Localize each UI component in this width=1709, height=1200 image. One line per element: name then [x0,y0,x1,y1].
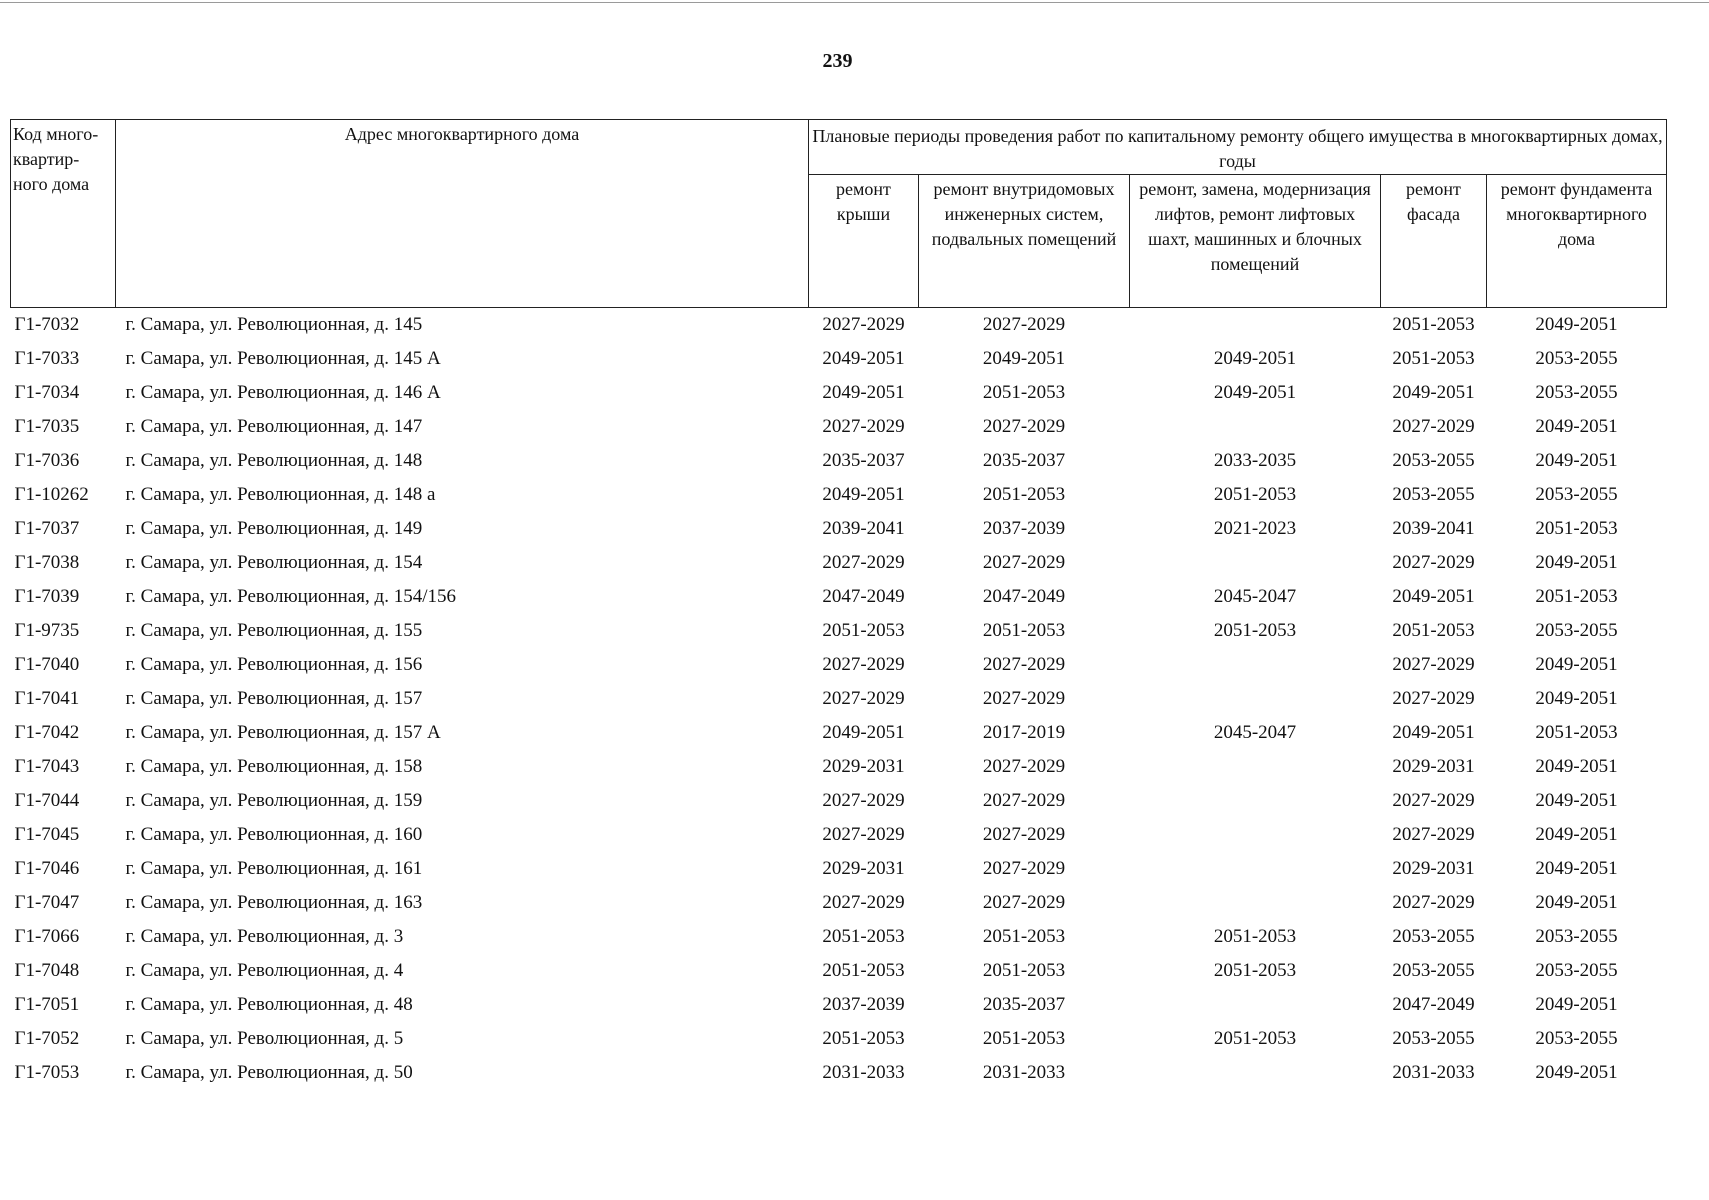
cell-lifts [1130,546,1381,580]
cell-code: Г1-7041 [14,688,80,709]
cell-code: Г1-7042 [14,722,80,743]
table-row [11,852,1667,886]
cell-address: г. Самара, ул. Революционная, д. 155 [125,620,423,641]
cell-code: Г1-7051 [14,994,80,1015]
cell-engineering: 2027-2029 [982,654,1066,675]
cell-lifts [1130,1056,1381,1090]
table-row [11,784,1667,818]
cell-facade: 2053-2055 [1392,926,1475,947]
cell-facade: 2047-2049 [1392,994,1475,1015]
cell-foundation: 2049-2051 [1535,756,1618,777]
cell-engineering: 2049-2051 [982,348,1066,369]
cell-lifts: 2049-2051 [1213,348,1297,369]
header-row-group [11,120,1667,175]
cell-code: Г1-7032 [14,314,80,335]
cell-roof: 2035-2037 [822,450,905,471]
cell-facade: 2051-2053 [1392,314,1475,335]
table-row [11,648,1667,682]
table-row [11,886,1667,920]
cell-roof: 2027-2029 [822,314,905,335]
cell-address: г. Самара, ул. Революционная, д. 148 [125,450,423,471]
header-engineering: ремонт внутридомовых инженерных систем, подвальных помещений [919,175,1130,308]
cell-address: г. Самара, ул. Революционная, д. 158 [125,756,423,777]
cell-code: Г1-7034 [14,382,80,403]
cell-code: Г1-9735 [14,620,80,641]
cell-foundation: 2049-2051 [1535,824,1618,845]
cell-address: г. Самара, ул. Революционная, д. 163 [125,892,423,913]
cell-lifts: 2049-2051 [1213,382,1297,403]
cell-engineering: 2027-2029 [982,858,1066,879]
cell-address: г. Самара, ул. Революционная, д. 5 [125,1028,404,1049]
table-row [11,750,1667,784]
cell-address: г. Самара, ул. Революционная, д. 154/156 [125,586,456,607]
table-row [11,988,1667,1022]
cell-facade: 2051-2053 [1392,620,1475,641]
cell-foundation: 2049-2051 [1535,450,1618,471]
cell-facade: 2027-2029 [1392,552,1475,573]
cell-code: Г1-7039 [14,586,80,607]
cell-foundation: 2049-2051 [1535,552,1618,573]
cell-engineering: 2027-2029 [982,314,1066,335]
cell-foundation: 2049-2051 [1535,416,1618,437]
cell-lifts: 2033-2035 [1213,450,1297,471]
cell-code: Г1-7045 [14,824,80,845]
table-row [11,308,1667,343]
cell-roof: 2027-2029 [822,824,905,845]
cell-code: Г1-7033 [14,348,80,369]
cell-roof: 2051-2053 [822,620,905,641]
cell-roof: 2027-2029 [822,552,905,573]
cell-lifts: 2051-2053 [1213,484,1297,505]
cell-facade: 2029-2031 [1392,858,1475,879]
cell-engineering: 2027-2029 [982,892,1066,913]
cell-facade: 2053-2055 [1392,484,1475,505]
cell-foundation: 2051-2053 [1535,722,1618,743]
table-row [11,478,1667,512]
cell-address: г. Самара, ул. Революционная, д. 159 [125,790,423,811]
cell-facade: 2053-2055 [1392,960,1475,981]
cell-roof: 2037-2039 [822,994,905,1015]
cell-roof: 2051-2053 [822,926,905,947]
cell-lifts: 2045-2047 [1213,586,1297,607]
cell-roof: 2049-2051 [822,722,905,743]
cell-roof: 2027-2029 [822,790,905,811]
table-row [11,818,1667,852]
cell-facade: 2027-2029 [1392,654,1475,675]
cell-engineering: 2031-2033 [982,1062,1066,1083]
cell-code: Г1-7053 [14,1062,80,1083]
cell-foundation: 2053-2055 [1535,960,1618,981]
cell-engineering: 2027-2029 [982,552,1066,573]
cell-facade: 2027-2029 [1392,688,1475,709]
table-row [11,1022,1667,1056]
cell-foundation: 2049-2051 [1535,314,1618,335]
cell-code: Г1-7043 [14,756,80,777]
cell-lifts [1130,818,1381,852]
header-code: Код много-квартир-ного дома [11,120,116,308]
cell-address: г. Самара, ул. Революционная, д. 161 [125,858,423,879]
table-row [11,614,1667,648]
cell-engineering: 2027-2029 [982,416,1066,437]
cell-facade: 2031-2033 [1392,1062,1475,1083]
cell-code: Г1-7048 [14,960,80,981]
cell-lifts [1130,682,1381,716]
table-row [11,580,1667,614]
table-body [11,308,1667,1091]
cell-address: г. Самара, ул. Революционная, д. 145 А [125,348,441,369]
cell-code: Г1-10262 [14,484,89,505]
cell-roof: 2049-2051 [822,484,905,505]
cell-facade: 2027-2029 [1392,416,1475,437]
cell-foundation: 2053-2055 [1535,620,1618,641]
top-rule [0,2,1709,3]
cell-roof: 2029-2031 [822,756,905,777]
cell-foundation: 2049-2051 [1535,654,1618,675]
cell-roof: 2049-2051 [822,382,905,403]
header-facade: ремонт фасада [1381,175,1487,308]
cell-address: г. Самара, ул. Революционная, д. 156 [125,654,423,675]
cell-address: г. Самара, ул. Революционная, д. 146 А [125,382,441,403]
cell-foundation: 2053-2055 [1535,484,1618,505]
cell-code: Г1-7046 [14,858,80,879]
cell-roof: 2039-2041 [822,518,905,539]
cell-engineering: 2037-2039 [982,518,1066,539]
cell-roof: 2027-2029 [822,654,905,675]
cell-code: Г1-7066 [14,926,80,947]
cell-facade: 2029-2031 [1392,756,1475,777]
cell-lifts [1130,308,1381,343]
cell-lifts [1130,988,1381,1022]
cell-address: г. Самара, ул. Революционная, д. 145 [125,314,423,335]
table-row [11,682,1667,716]
cell-engineering: 2051-2053 [982,960,1066,981]
cell-address: г. Самара, ул. Революционная, д. 4 [125,960,404,981]
cell-address: г. Самара, ул. Революционная, д. 157 [125,688,423,709]
cell-engineering: 2051-2053 [982,1028,1066,1049]
cell-lifts [1130,648,1381,682]
table-row [11,546,1667,580]
cell-engineering: 2047-2049 [982,586,1066,607]
table-row [11,512,1667,546]
cell-engineering: 2027-2029 [982,790,1066,811]
cell-code: Г1-7052 [14,1028,80,1049]
cell-address: г. Самара, ул. Революционная, д. 148 а [125,484,436,505]
cell-lifts: 2021-2023 [1213,518,1297,539]
cell-engineering: 2027-2029 [982,756,1066,777]
cell-lifts: 2045-2047 [1213,722,1297,743]
cell-roof: 2051-2053 [822,960,905,981]
cell-facade: 2039-2041 [1392,518,1475,539]
header-roof: ремонт крыши [809,175,919,308]
table-row [11,716,1667,750]
cell-code: Г1-7044 [14,790,80,811]
cell-facade: 2049-2051 [1392,586,1475,607]
cell-lifts [1130,410,1381,444]
cell-lifts [1130,886,1381,920]
table-row [11,920,1667,954]
table-row [11,954,1667,988]
cell-address: г. Самара, ул. Революционная, д. 147 [125,416,423,437]
header-foundation: ремонт фундамента многоквартирного дома [1487,175,1667,308]
cell-engineering: 2035-2037 [982,994,1066,1015]
cell-lifts: 2051-2053 [1213,1028,1297,1049]
page-number: 239 [822,50,853,72]
header-planned-periods: Плановые периоды проведения работ по капитальному ремонту общего имущества в многоквартирных домах, годы [809,120,1667,175]
cell-address: г. Самара, ул. Революционная, д. 149 [125,518,423,539]
cell-facade: 2051-2053 [1392,348,1475,369]
table-row [11,1056,1667,1090]
cell-roof: 2051-2053 [822,1028,905,1049]
cell-code: Г1-7036 [14,450,80,471]
table-row [11,410,1667,444]
cell-facade: 2027-2029 [1392,824,1475,845]
cell-engineering: 2017-2019 [982,722,1066,743]
cell-roof: 2027-2029 [822,416,905,437]
cell-engineering: 2051-2053 [982,484,1066,505]
cell-address: г. Самара, ул. Революционная, д. 160 [125,824,423,845]
cell-foundation: 2049-2051 [1535,892,1618,913]
cell-lifts [1130,784,1381,818]
cell-address: г. Самара, ул. Революционная, д. 154 [125,552,423,573]
table-row [11,444,1667,478]
cell-facade: 2027-2029 [1392,892,1475,913]
cell-engineering: 2051-2053 [982,382,1066,403]
cell-lifts: 2051-2053 [1213,960,1297,981]
cell-code: Г1-7037 [14,518,80,539]
cell-lifts: 2051-2053 [1213,926,1297,947]
cell-foundation: 2053-2055 [1535,1028,1618,1049]
table-row [11,376,1667,410]
cell-roof: 2027-2029 [822,892,905,913]
cell-facade: 2049-2051 [1392,722,1475,743]
cell-address: г. Самара, ул. Революционная, д. 157 А [125,722,441,743]
cell-foundation: 2049-2051 [1535,790,1618,811]
cell-lifts [1130,852,1381,886]
cell-foundation: 2053-2055 [1535,926,1618,947]
cell-foundation: 2049-2051 [1535,994,1618,1015]
cell-code: Г1-7047 [14,892,80,913]
cell-roof: 2047-2049 [822,586,905,607]
cell-roof: 2027-2029 [822,688,905,709]
header-address: Адрес многоквартирного дома [116,120,809,308]
cell-roof: 2031-2033 [822,1062,905,1083]
table-header [11,120,1667,308]
cell-roof: 2049-2051 [822,348,905,369]
cell-engineering: 2027-2029 [982,824,1066,845]
cell-facade: 2053-2055 [1392,450,1475,471]
cell-code: Г1-7038 [14,552,80,573]
cell-address: г. Самара, ул. Революционная, д. 50 [125,1062,413,1083]
cell-facade: 2053-2055 [1392,1028,1475,1049]
repair-schedule-table [10,119,1667,1090]
cell-lifts: 2051-2053 [1213,620,1297,641]
cell-foundation: 2051-2053 [1535,586,1618,607]
cell-code: Г1-7035 [14,416,80,437]
cell-foundation: 2051-2053 [1535,518,1618,539]
cell-foundation: 2049-2051 [1535,688,1618,709]
cell-lifts [1130,750,1381,784]
header-lifts: ремонт, замена, модернизация лифтов, ремонт лифтовых шахт, машинных и блочных помещений [1130,175,1381,308]
cell-engineering: 2051-2053 [982,926,1066,947]
cell-engineering: 2027-2029 [982,688,1066,709]
cell-foundation: 2049-2051 [1535,858,1618,879]
table-row [11,342,1667,376]
cell-engineering: 2035-2037 [982,450,1066,471]
cell-facade: 2027-2029 [1392,790,1475,811]
cell-roof: 2029-2031 [822,858,905,879]
cell-foundation: 2053-2055 [1535,348,1618,369]
cell-address: г. Самара, ул. Революционная, д. 3 [125,926,404,947]
cell-facade: 2049-2051 [1392,382,1475,403]
cell-engineering: 2051-2053 [982,620,1066,641]
cell-address: г. Самара, ул. Революционная, д. 48 [125,994,413,1015]
cell-foundation: 2053-2055 [1535,382,1618,403]
cell-foundation: 2049-2051 [1535,1062,1618,1083]
cell-code: Г1-7040 [14,654,80,675]
